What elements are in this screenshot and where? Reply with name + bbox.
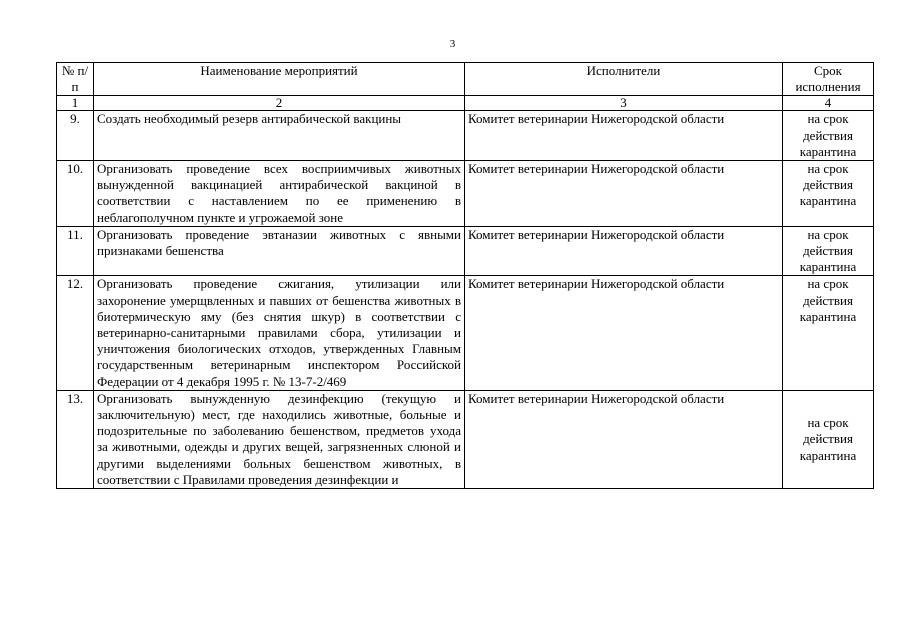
header-num: № п/п	[57, 63, 94, 96]
header-activity: Наименование мероприятий	[94, 63, 465, 96]
page-number: 3	[449, 38, 456, 50]
row-executor: Комитет ветеринарии Нижегородской области	[465, 111, 783, 161]
table-row	[57, 276, 874, 390]
row-term: на срок действия карантина	[783, 226, 874, 276]
row-index: 12.	[57, 276, 94, 390]
row-activity: Создать необходимый резерв антирабической вакцины	[94, 111, 465, 161]
column-numbers-row	[57, 96, 874, 111]
row-index: 13.	[57, 390, 94, 488]
row-index: 9.	[57, 111, 94, 161]
column-number: 4	[783, 96, 874, 111]
row-activity: Организовать проведение сжигания, утилизации или захоронение умерщвленных и павших от бешенства животных в биотермическую яму (без снятия шкур) в соответствии с ветеринарно-санитарными правилами сбора, утилизации и уничтожения биологических отходов, утвержденных Главным государственным ветеринарным инспектором Российской Федерации от 4 декабря 1995 г. № 13-7-2/469	[94, 276, 465, 390]
row-index: 11.	[57, 226, 94, 276]
column-number: 3	[465, 96, 783, 111]
row-executor: Комитет ветеринарии Нижегородской области	[465, 276, 783, 390]
table-row	[57, 111, 874, 161]
activities-table	[56, 62, 874, 489]
row-index: 10.	[57, 161, 94, 227]
row-term: на срок действия карантина	[783, 111, 874, 161]
row-executor: Комитет ветеринарии Нижегородской области	[465, 161, 783, 227]
row-executor: Комитет ветеринарии Нижегородской области	[465, 226, 783, 276]
header-term: Срок исполнения	[783, 63, 874, 96]
table-row	[57, 390, 874, 488]
column-number: 2	[94, 96, 465, 111]
row-executor: Комитет ветеринарии Нижегородской области	[465, 390, 783, 488]
table-row	[57, 226, 874, 276]
row-activity: Организовать проведение всех восприимчивых животных вынужденной вакцинацией антирабической вакциной в соответствии с наставлением по ее применению в неблагополучном пункте и угрожаемой зоне	[94, 161, 465, 227]
row-activity: Организовать вынужденную дезинфекцию (текущую и заключительную) мест, где находились животные, больные и подозрительные по заболеванию бешенством, предметов ухода за животными, одежды и других вещей, загрязненных слюной и другими выделениями больных бешенством животных, в соответствии с Правилами проведения дезинфекции и	[94, 390, 465, 488]
header-executor: Исполнители	[465, 63, 783, 96]
table-row	[57, 161, 874, 227]
row-term: на срок действия карантина	[783, 390, 874, 488]
table-header-row	[57, 63, 874, 96]
row-term: на срок действия карантина	[783, 276, 874, 390]
row-activity: Организовать проведение эвтаназии животных с явными признаками бешенства	[94, 226, 465, 276]
row-term: на срок действия карантина	[783, 161, 874, 227]
column-number: 1	[57, 96, 94, 111]
